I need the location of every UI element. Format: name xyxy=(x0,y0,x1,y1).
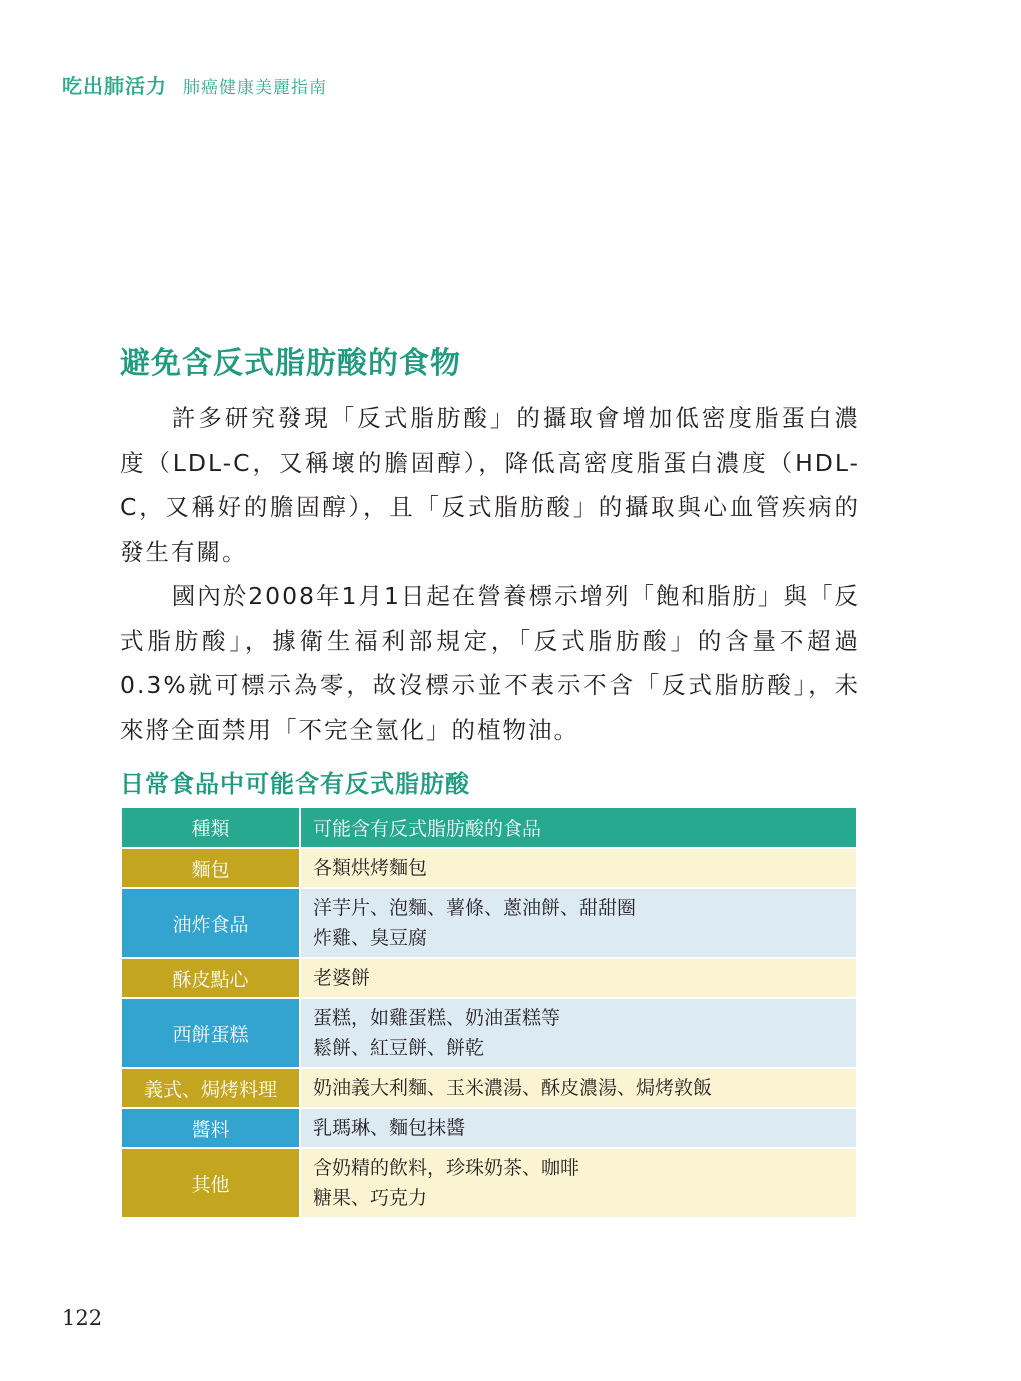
paragraph-1: 許多研究發現「反式脂肪酸」的攝取會增加低密度脂蛋白濃度（LDL-C，又稱壞的膽固醇），降低高密度脂蛋白濃度（HDL-C，又稱好的膽固醇），且「反式脂肪酸」的攝取與心血管疾病的發生有關。 xyxy=(120,404,860,566)
row-foods xyxy=(300,1068,857,1108)
column-header-category: 種類 xyxy=(121,807,300,848)
food-line: 含奶精的飲料，珍珠奶茶、咖啡 xyxy=(313,1157,580,1179)
row-foods xyxy=(300,958,857,998)
table-header-row xyxy=(121,807,857,848)
row-category: 酥皮點心 xyxy=(121,958,300,998)
food-line: 炸雞、臭豆腐 xyxy=(313,927,428,949)
column-header-foods: 可能含有反式脂肪酸的食品 xyxy=(300,807,857,848)
running-header xyxy=(62,70,327,99)
row-category: 麵包 xyxy=(121,848,300,888)
food-line: 老婆餅 xyxy=(313,967,371,989)
table-row xyxy=(121,888,857,958)
food-line: 糖果、巧克力 xyxy=(313,1187,428,1209)
table-row xyxy=(121,958,857,998)
book-subtitle: 肺癌健康美麗指南 xyxy=(183,78,327,98)
body-text xyxy=(120,396,860,752)
food-line: 洋芋片、泡麵、薯條、蔥油餅、甜甜圈 xyxy=(313,897,637,919)
food-line: 乳瑪琳、麵包抹醬 xyxy=(313,1117,466,1139)
row-foods xyxy=(300,1108,857,1148)
table-row xyxy=(121,1068,857,1108)
table-row xyxy=(121,848,857,888)
table-row xyxy=(121,998,857,1068)
row-category: 其他 xyxy=(121,1148,300,1218)
row-foods xyxy=(300,1148,857,1218)
table-title: 日常食品中可能含有反式脂肪酸 xyxy=(120,770,470,798)
row-category: 西餅蛋糕 xyxy=(121,998,300,1068)
food-line: 各類烘烤麵包 xyxy=(313,857,428,879)
row-foods xyxy=(300,998,857,1068)
trans-fat-foods-table xyxy=(120,806,858,1219)
page-number: 122 xyxy=(62,1306,103,1330)
row-foods xyxy=(300,848,857,888)
row-category: 醬料 xyxy=(121,1108,300,1148)
row-foods xyxy=(300,888,857,958)
row-category: 義式、焗烤料理 xyxy=(121,1068,300,1108)
food-line: 蛋糕，如雞蛋糕、奶油蛋糕等 xyxy=(313,1007,561,1029)
table-row xyxy=(121,1148,857,1218)
paragraph-2: 國內於2008年1月1日起在營養標示增列「飽和脂肪」與「反式脂肪酸」，據衛生福利部規定，「反式脂肪酸」的含量不超過0.3%就可標示為零，故沒標示並不表示不含「反式脂肪酸」，未來將全面禁用「不完全氫化」的植物油。 xyxy=(120,582,860,744)
table-row xyxy=(121,1108,857,1148)
row-category: 油炸食品 xyxy=(121,888,300,958)
food-line: 鬆餅、紅豆餅、餅乾 xyxy=(313,1037,485,1059)
section-title: 避免含反式脂肪酸的食物 xyxy=(120,346,461,381)
food-line: 奶油義大利麵、玉米濃湯、酥皮濃湯、焗烤敦飯 xyxy=(313,1077,713,1099)
book-title: 吃出肺活力 xyxy=(62,74,167,98)
